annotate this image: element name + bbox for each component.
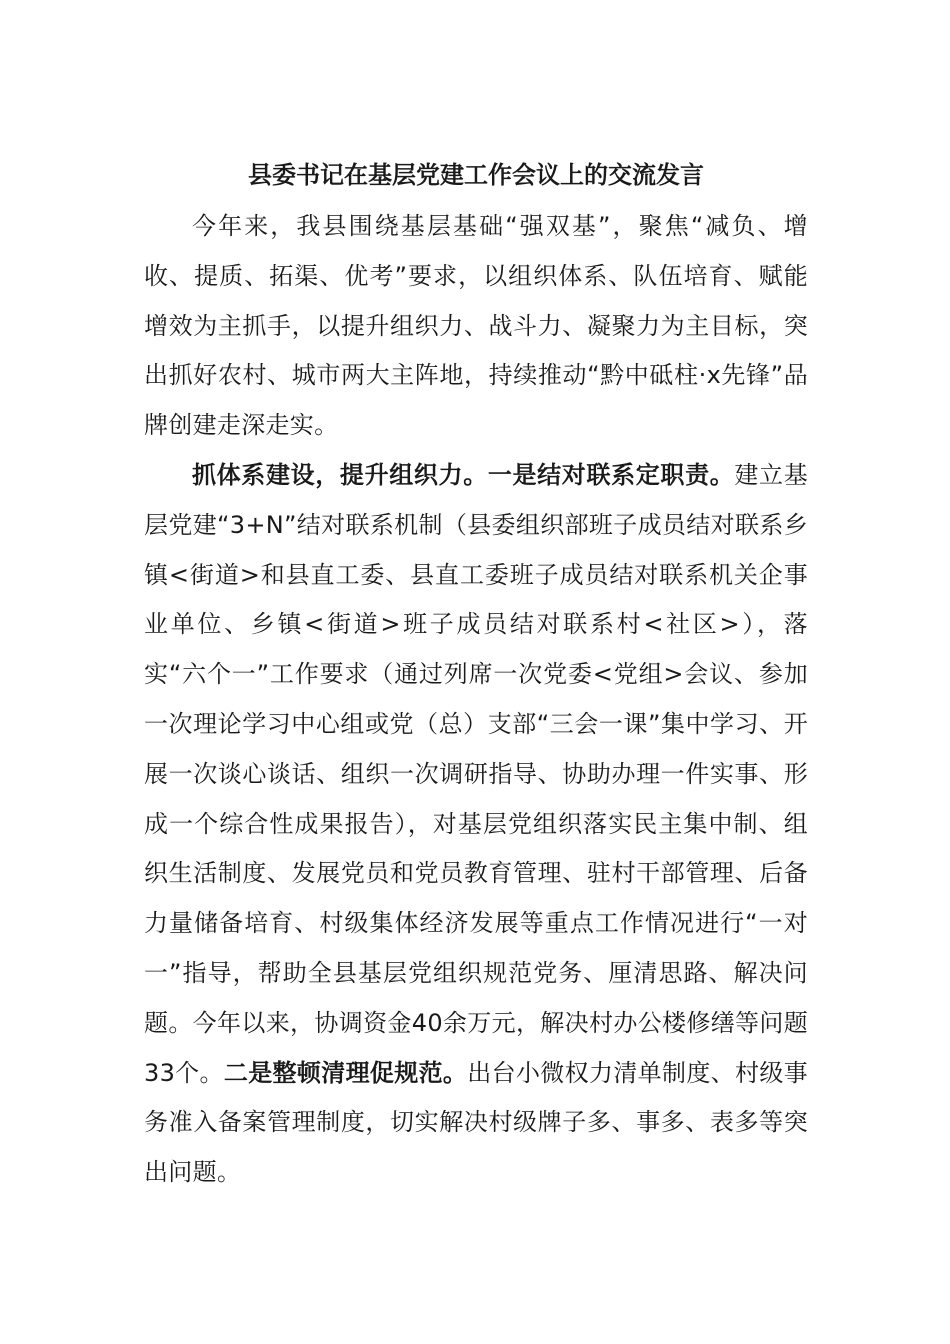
point-2-text: 出台小微权力清单制度、村级事务准入备案管理制度，切实解决村级牌子多、事多、表多等突出问题。 bbox=[144, 1058, 809, 1187]
point-1-heading: 一是结对联系定职责。 bbox=[487, 460, 735, 489]
intro-paragraph: 今年来，我县围绕基层基础“强双基”，聚焦“减负、增收、提质、拓渠、优考”要求，以组织体系、队伍培育、赋能增效为主抓手，以提升组织力、战斗力、凝聚力为主目标，突出抓好农村、城市两大主阵地，持续推动“黔中砥柱·x先锋”品牌创建走深走实。 bbox=[144, 212, 808, 440]
section-1-heading: 抓体系建设，提升组织力。 bbox=[192, 460, 488, 489]
document-body bbox=[144, 152, 808, 1198]
point-1-text: 建立基层党建“3+N”结对联系机制（县委组织部班子成员结对联系乡镇<街道>和县直工委、县直工委班子成员结对联系机关企事业单位、乡镇<街道>班子成员结对联系村<社区>），落实“六个一”工作要求（通过列席一次党委<党组>会议、参加一次理论学习中心组或党（总）支部“三会一课”集中学习、开展一次谈心谈话、组织一次调研指导、协助办理一件实事、形成一个综合性成果报告），对基层党组织落实民主集中制、组织生活制度、发展党员和党员教育管理、驻村干部管理、后备力量储备培育、村级集体经济发展等重点工作情况进行“一对一”指导，帮助全县基层党组织规范党务、厘清思路、解决问题。今年以来，协调资金40余万元，解决村办公楼修缮等问题33个。 bbox=[144, 460, 808, 1087]
section-1-paragraph bbox=[144, 451, 808, 1198]
point-2-heading: 二是整顿清理促规范。 bbox=[223, 1058, 468, 1087]
document-title: 县委书记在基层党建工作会议上的交流发言 bbox=[248, 161, 704, 189]
